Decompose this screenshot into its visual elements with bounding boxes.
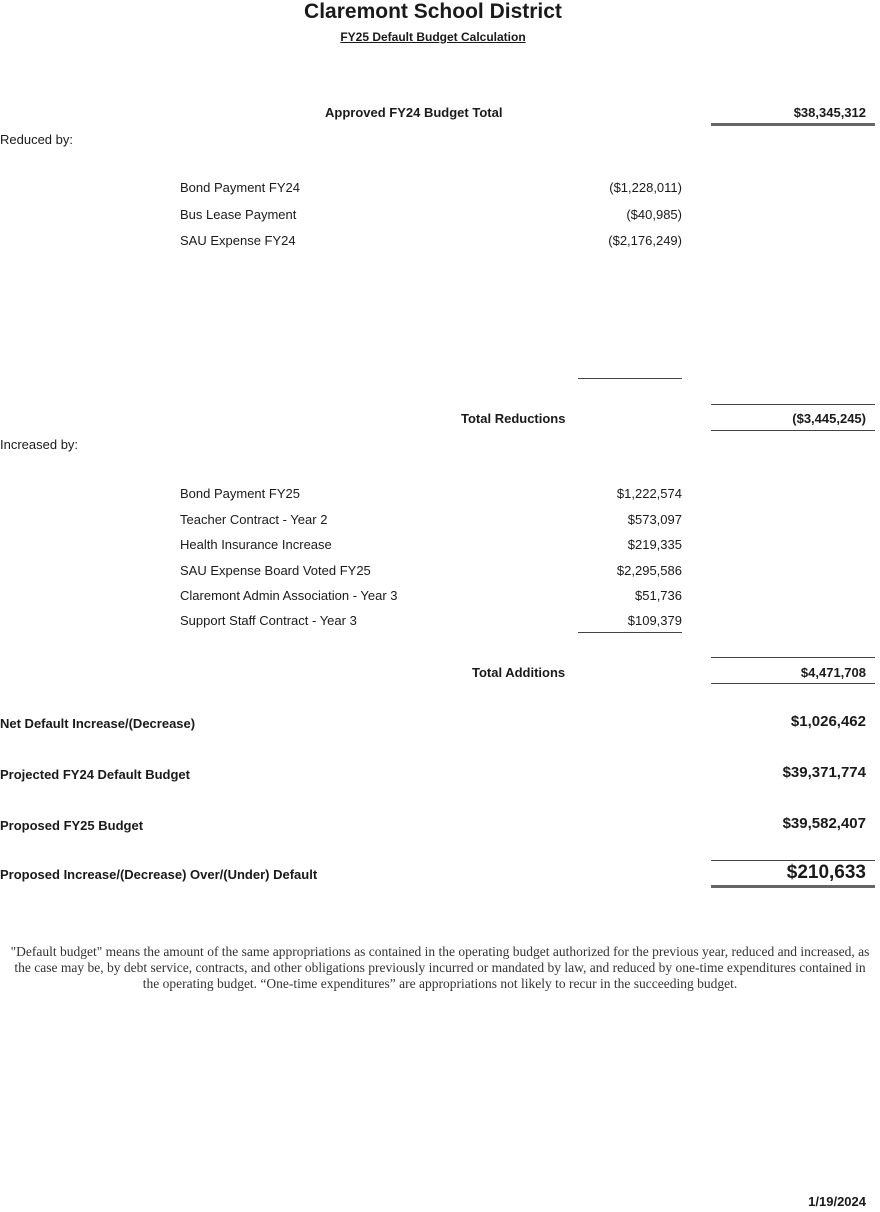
reduced-by-label: Reduced by: [0, 132, 73, 147]
addition-item-label: Teacher Contract - Year 2 [180, 512, 328, 527]
proposed-budget-label: Proposed FY25 Budget [0, 818, 144, 833]
reduction-item-value: ($1,228,011) [609, 180, 682, 195]
addition-item-value: $573,097 [627, 512, 682, 527]
addition-item-label: Support Staff Contract - Year 3 [180, 613, 357, 628]
difference-label: Proposed Increase/(Decrease) Over/(Under) Default [0, 867, 318, 882]
reduction-item-label: Bus Lease Payment [180, 207, 297, 222]
approved-budget-label: Approved FY24 Budget Total [325, 105, 503, 120]
approved-budget-value: $38,345,312 [793, 105, 866, 120]
reduction-item-label: Bond Payment FY24 [180, 180, 300, 195]
total-additions-label: Total Additions [472, 665, 566, 680]
footnote-text: "Default budget" means the amount of the same appropriations as contained in the operating budget authorized for the previous year, reduced and increased, as the case may be, by debt service, contracts, and other obligations previously incurred or mandated by law, and reduced by one-time expenditures contained in the operating budget. “One-time expenditures” are appropriations not likely to recur in the succeeding budget. [10, 944, 870, 991]
addition-item-label: Health Insurance Increase [180, 537, 332, 552]
addition-item-value: $1,222,574 [616, 486, 682, 501]
addition-item-value: $2,295,586 [616, 563, 682, 578]
additions-subtotal-rule [578, 632, 682, 633]
projected-default-value: $39,371,774 [782, 764, 866, 781]
addition-item-label: Bond Payment FY25 [180, 486, 300, 501]
reduction-item-label: SAU Expense FY24 [180, 233, 296, 248]
additions-total-top-rule [711, 657, 875, 658]
addition-item-value: $51,736 [635, 588, 682, 603]
district-title: Claremont School District [304, 0, 562, 23]
difference-top-rule [711, 860, 875, 861]
total-additions-value: $4,471,708 [800, 665, 866, 680]
default-budget-definition [0, 944, 880, 992]
difference-value: $210,633 [786, 862, 866, 883]
reductions-total-top-rule [711, 404, 875, 405]
addition-item-label: SAU Expense Board Voted FY25 [180, 563, 371, 578]
reductions-subtotal-rule [578, 378, 682, 379]
addition-item-value: $109,379 [627, 613, 682, 628]
difference-double-underline [711, 885, 875, 888]
projected-default-label: Projected FY24 Default Budget [0, 767, 190, 782]
reduction-item-value: ($2,176,249) [608, 233, 682, 248]
additions-total-bottom-rule [711, 683, 875, 684]
total-reductions-label: Total Reductions [461, 411, 566, 426]
addition-item-label: Claremont Admin Association - Year 3 [180, 588, 398, 603]
document-date: 1/19/2024 [808, 1194, 866, 1209]
proposed-budget-value: $39,582,407 [782, 815, 866, 832]
addition-item-value: $219,335 [627, 537, 682, 552]
approved-double-underline [711, 123, 875, 126]
net-default-label: Net Default Increase/(Decrease) [0, 716, 196, 731]
reduction-item-value: ($40,985) [626, 207, 682, 222]
reductions-total-bottom-rule [711, 430, 875, 431]
increased-by-label: Increased by: [0, 437, 79, 452]
net-default-value: $1,026,462 [790, 713, 866, 730]
total-reductions-value: ($3,445,245) [792, 411, 866, 426]
document-subtitle: FY25 Default Budget Calculation [340, 30, 526, 44]
